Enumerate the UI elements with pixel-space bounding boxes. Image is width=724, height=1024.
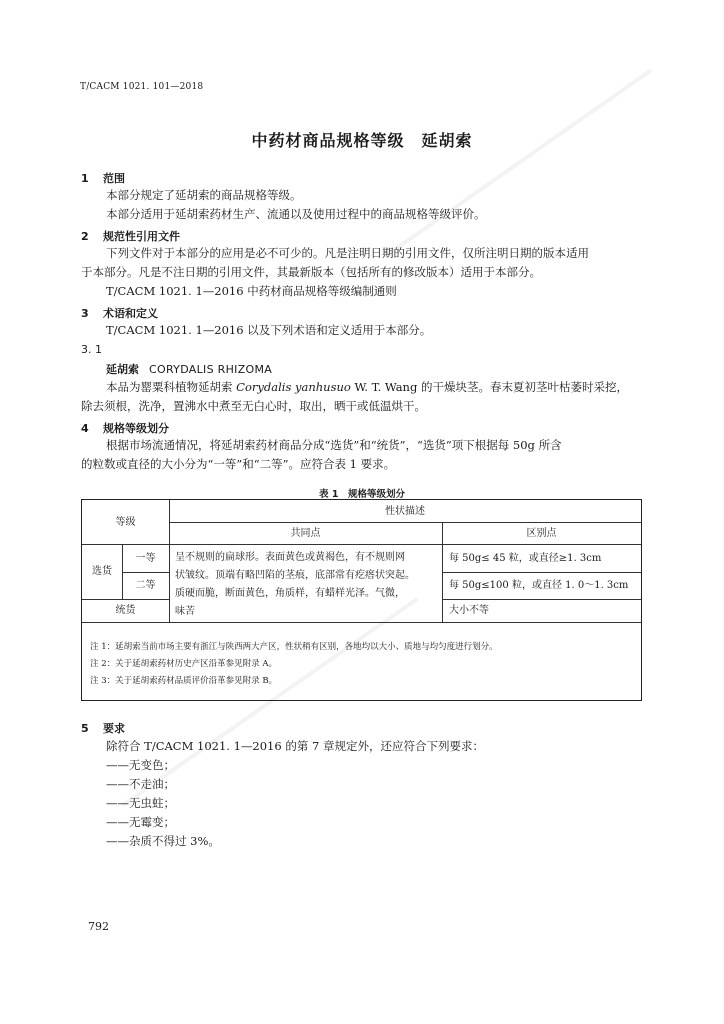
table-note: 注 1：延胡索当前市场主要有浙江与陕西两大产区，性状稍有区别，各地均以大小、质地与均匀度进行划分。 [90, 642, 498, 652]
grade-first: 一等 [135, 553, 156, 564]
section-number: 2 [81, 230, 89, 243]
section-number: 1 [81, 172, 89, 185]
header-grade: 等级 [115, 517, 136, 528]
section-number: 4 [81, 422, 89, 435]
term-number: 3. 1 [81, 343, 102, 356]
grade-second: 二等 [135, 580, 156, 591]
header-diff: 区别点 [526, 528, 557, 539]
section-title: 范围 [103, 172, 125, 185]
table-caption: 表 1 规格等级划分 [319, 489, 405, 500]
requirement-item: ——杂质不得过 3%。 [106, 834, 220, 848]
paragraph: 除去须根，洗净，置沸水中煮至无白心时，取出，晒干或低温烘干。 [81, 399, 426, 413]
section-5-heading [81, 720, 125, 736]
paragraph: 本部分适用于延胡索药材生产、流通以及使用过程中的商品规格等级评价。 [106, 207, 486, 221]
paragraph: T/CACM 1021. 1—2016 以及下列术语和定义适用于本部分。 [106, 323, 432, 337]
paragraph: 的粒数或直径的大小分为“一等”和“二等”。应符合表 1 要求。 [81, 457, 396, 471]
section-title: 规格等级划分 [103, 422, 169, 435]
diff-bulk: 大小不等 [449, 605, 489, 616]
section-3-heading [81, 305, 158, 321]
grade-bulk: 统货 [115, 605, 136, 616]
header-common: 共同点 [290, 528, 321, 539]
common-line: 味苦 [175, 606, 195, 617]
reference-item: T/CACM 1021. 1—2016 中药材商品规格等级编制通则 [106, 284, 397, 298]
standard-number: T/CACM 1021. 101—2018 [80, 82, 204, 92]
requirement-item: ——不走油； [106, 777, 175, 791]
section-2-heading [81, 228, 180, 244]
section-1-heading [81, 170, 125, 186]
header-traits: 性状描述 [385, 506, 425, 517]
common-line: 呈不规则的扁球形。表面黄色或黄褐色，有不规则网 [175, 552, 405, 563]
diff-first: 每 50g≤ 45 粒，或直径≥1. 3cm [449, 553, 602, 564]
paragraph: 下列文件对于本部分的应用是必不可少的。凡是注明日期的引用文件，仅所注明日期的版本适用 [106, 246, 589, 260]
grade-select: 选货 [92, 566, 112, 577]
document-title: 中药材商品规格等级 延胡索 [251, 131, 473, 150]
term-definition [106, 378, 628, 397]
requirement-item: ——无霉变； [106, 815, 175, 829]
requirement-item: ——无虫蛀； [106, 796, 175, 810]
term-english: CORYDALIS RHIZOMA [149, 363, 273, 376]
section-number: 3 [81, 307, 89, 320]
term-chinese: 延胡索 [106, 363, 139, 376]
page-number: 792 [88, 920, 109, 933]
diff-second: 每 50g≤100 粒，或直径 1. 0～1. 3cm [449, 580, 629, 591]
paragraph: 于本部分。凡是不注日期的引用文件，其最新版本（包括所有的修改版本）适用于本部分。 [81, 265, 541, 279]
section-4-heading [81, 420, 169, 436]
requirement-item: ——无变色； [106, 758, 175, 772]
paragraph: 根据市场流通情况，将延胡索药材商品分成“选货”和“统货”，“选货”项下根据每 50g 所含 [106, 438, 562, 452]
definition-text: W. T. Wang 的干燥块茎。春末夏初茎叶枯萎时采挖， [350, 380, 628, 394]
paragraph: 本部分规定了延胡索的商品规格等级。 [106, 188, 302, 202]
section-title: 要求 [103, 722, 125, 735]
term-heading [106, 361, 272, 377]
common-line: 状皱纹。顶端有略凹陷的茎痕，底部常有疙瘩状突起。 [175, 570, 415, 581]
table-note: 注 3：关于延胡索药材品质评价沿革参见附录 B。 [90, 676, 278, 686]
watermark [388, 69, 652, 256]
paragraph: 除符合 T/CACM 1021. 1—2016 的第 7 章规定外，还应符合下列要求： [106, 739, 484, 753]
grade-table [81, 499, 642, 701]
common-line: 质硬而脆，断面黄色，角质样，有蜡样光泽。气微， [175, 588, 405, 599]
definition-text: 本品为罂粟科植物延胡索 [106, 380, 237, 394]
section-title: 术语和定义 [103, 307, 158, 320]
latin-name: Corydalis yanhusuo [236, 380, 351, 394]
table-note: 注 2：关于延胡索药材历史产区沿革参见附录 A。 [90, 659, 277, 669]
section-title: 规范性引用文件 [103, 230, 180, 243]
section-number: 5 [81, 722, 89, 735]
